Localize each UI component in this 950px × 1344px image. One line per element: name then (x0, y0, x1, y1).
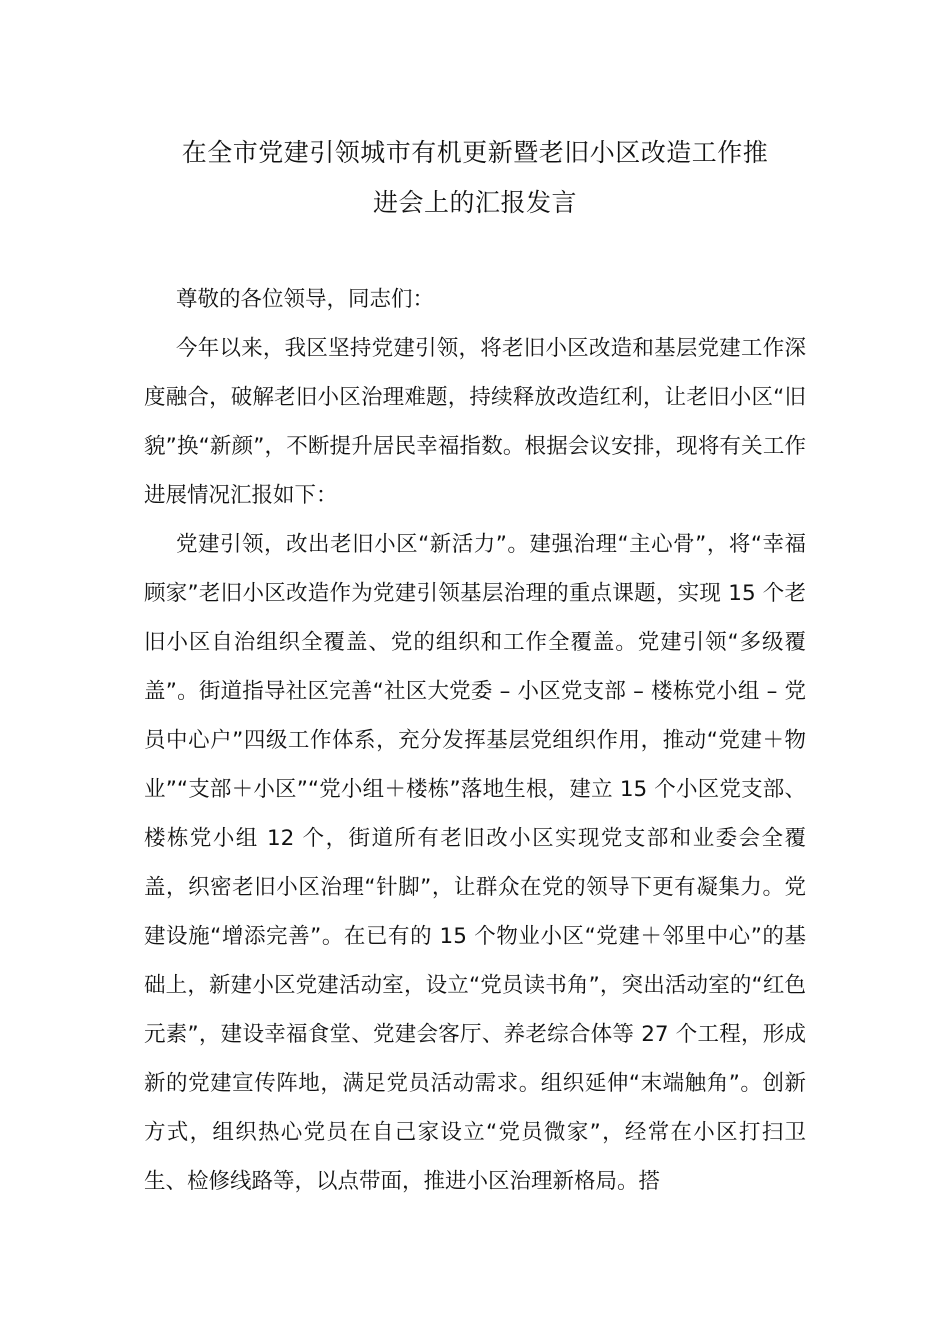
document-body (144, 275, 806, 1206)
paragraph-party-building: 党建引领，改出老旧小区“新活力”。建强治理“主心骨”，将“幸福顾家”老旧小区改造作为党建引领基层治理的重点课题，实现 15 个老旧小区自治组织全覆盖、党的组织和工作全覆盖。党建引领“多级覆盖”。街道指导社区完善“社区大党委 – 小区党支部 – 楼栋党小组 – 党员中心户”四级工作体系，充分发挥基层党组织作用，推动“党建＋物业”“支部＋小区”“党小组＋楼栋”落地生根，建立 15 个小区党支部、楼栋党小组 12 个，街道所有老旧改小区实现党支部和业委会全覆盖，织密老旧小区治理“针脚”，让群众在党的领导下更有凝集力。党建设施“增添完善”。在已有的 15 个物业小区“党建＋邻里中心”的基础上，新建小区党建活动室，设立“党员读书角”，突出活动室的“红色元素”，建设幸福食堂、党建会客厅、养老综合体等 27 个工程，形成新的党建宣传阵地，满足党员活动需求。组织延伸“末端触角”。创新方式，组织热心党员在自己家设立“党员微家”，经常在小区打扫卫生、检修线路等，以点带面，推进小区治理新格局。搭 (144, 532, 806, 1194)
document-title (144, 128, 806, 228)
paragraph-intro: 今年以来，我区坚持党建引领，将老旧小区改造和基层党建工作深度融合，破解老旧小区治理难题，持续释放改造红利，让老旧小区“旧貌”换“新颜”，不断提升居民幸福指数。根据会议安排，现将有关工作进展情况汇报如下： (144, 336, 806, 508)
title-line-2: 进会上的汇报发言 (372, 188, 577, 217)
title-line-1: 在全市党建引领城市有机更新暨老旧小区改造工作推 (181, 138, 769, 167)
salutation: 尊敬的各位领导，同志们： (176, 287, 435, 312)
